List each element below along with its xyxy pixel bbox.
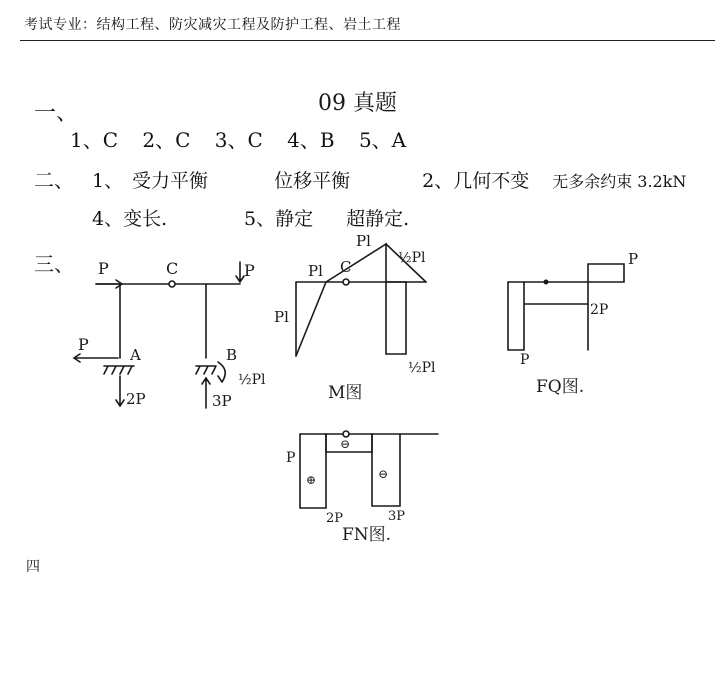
n-sign-left: ⊕ bbox=[306, 473, 317, 487]
item-3-answer: 无多余约束 3.2kN bbox=[552, 172, 687, 191]
label-support-b: B bbox=[226, 346, 238, 364]
q-label-bottom-left: P bbox=[520, 352, 530, 368]
answer-4: 4、B bbox=[287, 128, 335, 152]
axial-diagram bbox=[286, 431, 438, 545]
m-hinge bbox=[343, 279, 349, 285]
hinge-c bbox=[169, 281, 175, 287]
m-label-hinge: C bbox=[340, 258, 352, 276]
n-sign-right: ⊖ bbox=[378, 467, 389, 481]
label-moment-b: ½Pl bbox=[238, 372, 266, 388]
item-4-answer: 4、变长. bbox=[92, 208, 168, 230]
q-label-mid-right: 2P bbox=[590, 302, 609, 318]
label-reaction-b: 3P bbox=[212, 392, 232, 410]
label-hinge-c: C bbox=[166, 259, 179, 278]
n-caption: FN图. bbox=[342, 525, 392, 545]
m-label-peak: Pl bbox=[356, 232, 371, 250]
item-1-number: 1、 bbox=[92, 170, 124, 192]
page-header: 考试专业：结构工程、防灾减灾工程及防护工程、岩土工程 bbox=[24, 17, 401, 33]
moment-diagram bbox=[274, 232, 436, 403]
q-top-rect bbox=[588, 264, 624, 282]
m-label-left-col: Pl bbox=[274, 308, 289, 326]
item-1-answer-b: 位移平衡 bbox=[274, 170, 351, 192]
n-label-bottom-right: 3P bbox=[388, 509, 406, 524]
page-title: 09 真题 bbox=[318, 91, 397, 116]
m-right-rect bbox=[386, 282, 406, 354]
n-label-bottom-left: 2P bbox=[326, 511, 344, 526]
m-caption: M图 bbox=[328, 383, 363, 403]
answer-1: 1、C bbox=[70, 128, 119, 152]
label-support-a: A bbox=[130, 346, 141, 364]
support-a-hatch bbox=[104, 366, 134, 374]
load-arrow-top-right bbox=[236, 262, 244, 282]
label-support-a-load: P bbox=[78, 335, 89, 354]
label-load-top-right: P bbox=[244, 261, 255, 280]
answer-5: 5、A bbox=[358, 128, 407, 152]
m-label-right-top: ½Pl bbox=[398, 250, 426, 266]
n-label-left: P bbox=[286, 450, 296, 466]
n-left-column bbox=[300, 434, 326, 508]
reaction-arrow-b bbox=[202, 378, 210, 408]
reaction-arrow-a bbox=[116, 376, 124, 406]
m-label-left-top: Pl bbox=[308, 262, 323, 280]
n-sign-top: ⊖ bbox=[340, 437, 351, 451]
label-reaction-a: 2P bbox=[126, 390, 146, 408]
item-5-answer: 5、静定 bbox=[244, 208, 314, 230]
section-three-heading: 三、 bbox=[34, 252, 74, 276]
q-hinge bbox=[544, 280, 549, 285]
m-label-right-bottom: ½Pl bbox=[408, 360, 436, 376]
q-label-top-right: P bbox=[628, 250, 639, 268]
section-four-heading: 四 bbox=[26, 559, 40, 575]
load-arrow-a-horizontal bbox=[74, 354, 118, 362]
section-two-heading: 二、 bbox=[34, 168, 74, 192]
answer-3: 3、C bbox=[214, 128, 263, 152]
answer-2: 2、C bbox=[142, 128, 191, 152]
shear-diagram bbox=[508, 250, 638, 397]
item-5-answer-b: 超静定. bbox=[346, 208, 410, 230]
support-b-hatch bbox=[196, 366, 216, 374]
moment-arrow-b bbox=[218, 362, 225, 382]
structure-diagram bbox=[74, 259, 266, 410]
load-arrow-top-left bbox=[96, 280, 122, 288]
q-caption: FQ图. bbox=[536, 377, 585, 397]
q-left-column bbox=[508, 282, 524, 350]
item-2-answer: 2、几何不变 bbox=[422, 170, 530, 192]
m-left-slant bbox=[296, 282, 326, 356]
section-one-heading: 一、 bbox=[34, 101, 79, 126]
item-1-answer-a: 受力平衡 bbox=[132, 170, 209, 192]
label-load-top-left: P bbox=[98, 259, 109, 278]
